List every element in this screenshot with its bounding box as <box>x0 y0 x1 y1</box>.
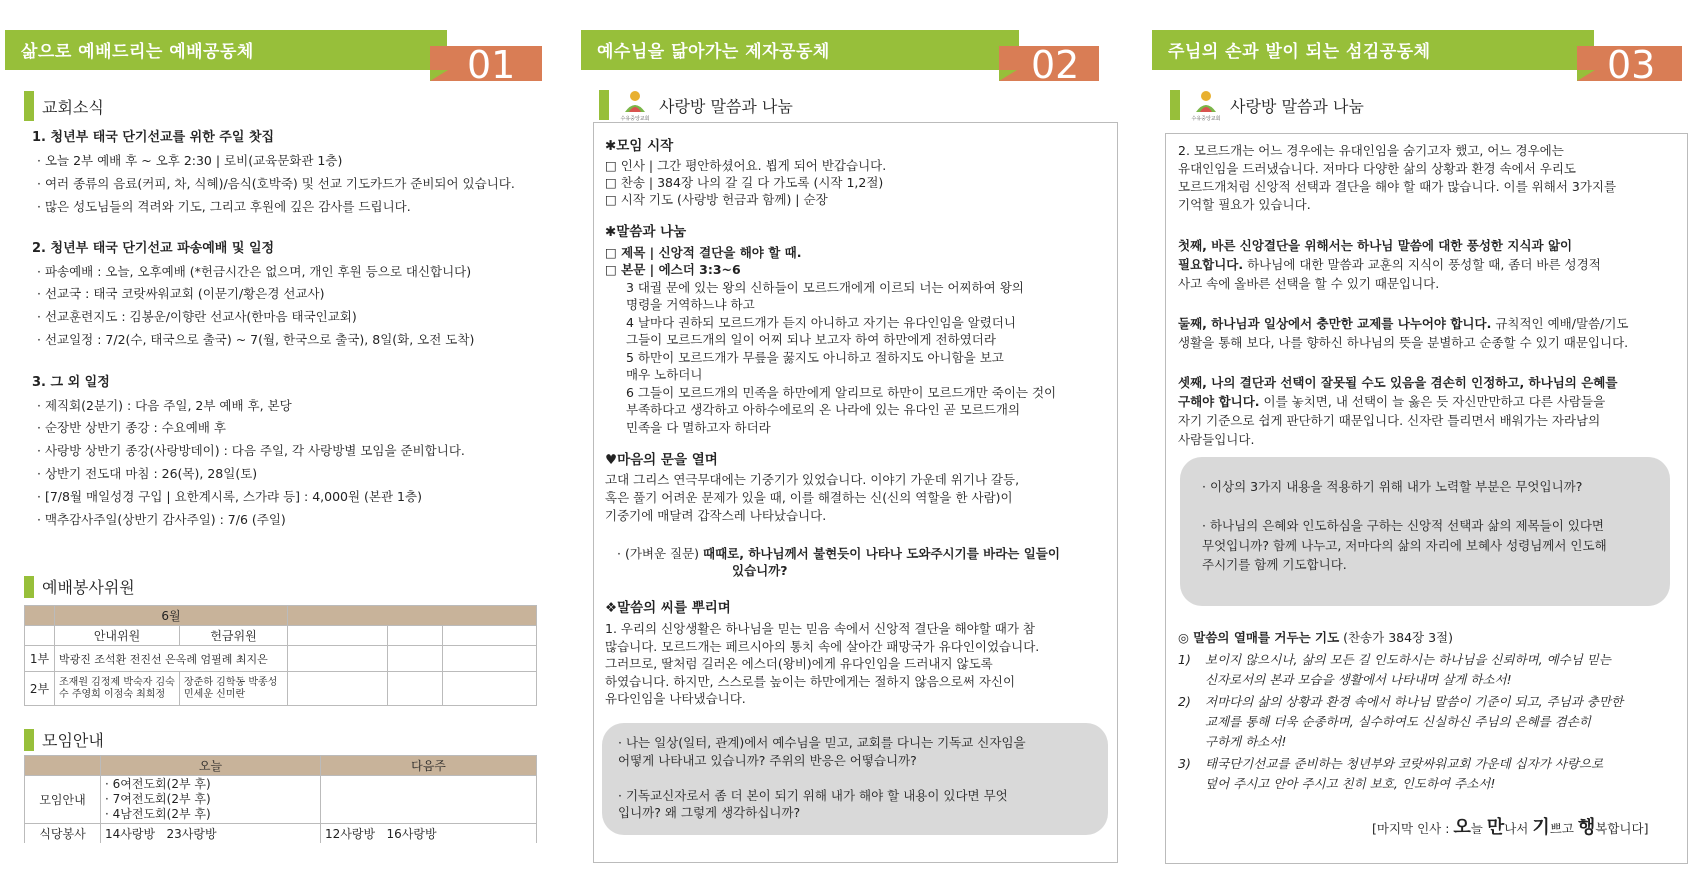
sermon-passage: □ 본문 | 에스더 3:3~6 <box>605 262 741 277</box>
text-line: □ 찬송 | 384장 나의 갈 길 다 가도록 (시작 1,2절) <box>605 175 884 190</box>
banner-notch <box>1577 70 1595 81</box>
table-cell <box>25 756 101 776</box>
section-marker <box>24 91 34 121</box>
point-text: 사람들입니다. <box>1178 432 1255 447</box>
verse-line: 5 하만이 모르드개가 무릎을 꿇지도 아니하고 절하지도 아니함을 보고 <box>626 350 1004 365</box>
church-logo-icon <box>617 88 653 122</box>
question-line: 무엇입니까? 함께 나누고, 저마다의 삶의 자리에 보혜사 성령님께서 인도해 <box>1202 537 1607 553</box>
text-line: 기억할 필요가 있습니다. <box>1178 197 1311 212</box>
prayer-number: 3) <box>1178 756 1191 771</box>
table-header-today: 오늘 <box>101 756 321 776</box>
text-line: 많습니다. 모르드개는 페르시아의 통치 속에 살아간 패망국가 유다인이었습니다. <box>605 638 1040 654</box>
table-cell <box>288 626 388 646</box>
question-line: · 하나님의 은혜와 인도하심을 구하는 신앙적 선택과 삶의 제목들이 있다면 <box>1202 518 1604 533</box>
meeting-table <box>24 755 537 843</box>
table-cell <box>25 626 55 646</box>
closing-word: 복합니다] <box>1595 821 1649 836</box>
section-marker <box>599 90 609 120</box>
table-row-label: 모임안내 <box>25 776 101 824</box>
question-line: 어떻게 나타내고 있습니까? 주위의 반응은 어떻습니까? <box>618 752 917 768</box>
closing-word: 나서 <box>1504 821 1533 836</box>
subsection-heading: ✱말씀과 나눔 <box>605 224 687 240</box>
church-logo-icon <box>1188 88 1224 122</box>
section-title-news <box>24 91 104 121</box>
question-line: · 기독교신자로서 좀 더 본이 되기 위해 내가 해야 할 내용이 있다면 무엇 <box>618 787 1008 803</box>
point-text: 사고 속에 올바른 선택을 할 수 있기 때문입니다. <box>1178 276 1440 291</box>
column-service <box>1150 0 1700 869</box>
news-item: · 오늘 2부 예배 후 ~ 오후 2:30 | 로비(교육문화관 1층) <box>37 153 343 168</box>
news-item: · 맥추감사주일(상반기 감사주일) : 7/6 (주일) <box>37 512 286 527</box>
news-heading: 2. 청년부 태국 단기선교 파송예배 및 일정 <box>32 241 275 256</box>
closing-prefix: [마지막 인사 : <box>1372 821 1454 836</box>
subsection-heading: ❖말씀의 씨를 뿌리며 <box>605 600 731 616</box>
table-row-label: 1부 <box>25 646 55 672</box>
closing-initial: 만 <box>1486 817 1505 838</box>
table-header: 헌금위원 <box>180 626 288 646</box>
news-heading: 3. 그 외 일정 <box>32 375 110 390</box>
section-title-text: 교회소식 <box>42 97 104 117</box>
prayer-number: 2) <box>1178 694 1191 709</box>
prayer-line: 구하게 하소서! <box>1205 734 1287 749</box>
table-cell <box>443 646 537 672</box>
point-heading: 첫째, 바른 신앙결단을 위해서는 하나님 말씀에 대한 풍성한 지식과 앎이 <box>1178 238 1573 253</box>
section-marker <box>24 576 34 598</box>
table-cell: 장준하 김학동 박종성 민세운 신미란 <box>180 672 288 706</box>
table-cell: 12사랑방 16사랑방 <box>321 824 537 844</box>
point-heading: 셋째, 나의 결단과 선택이 잘못될 수도 있음을 겸손히 인정하고, 하나님의 은혜를 <box>1178 375 1618 390</box>
header-banner <box>5 30 545 87</box>
table-cell <box>388 646 443 672</box>
table-cell <box>388 626 443 646</box>
point-heading: 둘째, 하나님과 일상에서 충만한 교제를 나누어야 합니다. 규칙적인 예배/말씀/기도 <box>1178 316 1629 331</box>
prayer-line: 보이지 않으시나, 삶의 모든 길 인도하시는 하나님을 신뢰하며, 예수님 믿는 <box>1205 652 1611 667</box>
news-item: · 선교훈련지도 : 김봉운/이향란 선교사(한마음 태국인교회) <box>37 309 357 324</box>
header-number: 02 <box>1031 43 1080 87</box>
section-title-meeting <box>24 728 104 751</box>
verse-line: 민족을 다 멸하고자 하더라 <box>626 420 771 435</box>
section-title-serve <box>24 575 135 598</box>
banner-notch <box>999 70 1017 81</box>
table-cell <box>443 626 537 646</box>
news-item: · 제직회(2분기) : 다음 주일, 2부 예배 후, 본당 <box>37 398 292 413</box>
prayer-line: 교제를 통해 더욱 순종하며, 실수하여도 신실하신 주님의 은혜를 겸손히 <box>1205 714 1591 729</box>
header-title: 주님의 손과 발이 되는 섬김공동체 <box>1152 30 1594 70</box>
table-row-label: 식당봉사 <box>25 824 101 844</box>
news-heading: 1. 청년부 태국 단기선교를 위한 주일 찻집 <box>32 130 275 145</box>
prayer-line: 태국단기선교를 준비하는 청년부와 코랏싸워교회 가운데 십자가 사랑으로 <box>1205 756 1604 771</box>
closing-initial: 기 <box>1532 817 1550 838</box>
point-heading: 구해야 합니다. 이를 놓치면, 내 선택이 늘 옳은 듯 자신만만하고 다른 사람들을 <box>1178 394 1606 409</box>
closing-greeting <box>1372 817 1649 838</box>
table-cell <box>388 672 443 706</box>
news-item: · 파송예배 : 오늘, 오후예배 (*헌금시간은 없으며, 개인 후원 등으로 대신합니다) <box>37 264 472 279</box>
closing-word: 쁘고 <box>1549 821 1578 836</box>
section-marker <box>1170 90 1180 120</box>
header-title: 예수님을 닮아가는 제자공동체 <box>581 30 1019 70</box>
prayer-subheading: (찬송가 384장 3절) <box>1339 630 1454 645</box>
news-item: · 많은 성도님들의 격려와 기도, 그리고 후원에 깊은 감사를 드립니다. <box>37 199 411 214</box>
light-question: · (가벼운 질문) 때때로, 하나님께서 불현듯이 나타나 도와주시기를 바라는 일들이 <box>617 546 1060 561</box>
verse-line: 3 대궐 문에 있는 왕의 신하들이 모르드개에게 이르되 너는 어찌하여 왕의 <box>626 280 1024 295</box>
point-text: 생활을 통해 보다, 나를 향하신 하나님의 뜻을 분별하고 순종할 수 있기 때문입니다. <box>1178 335 1629 350</box>
news-item: · 사랑방 상반기 종강(사랑방데이) : 다음 주일, 각 사랑방별 모임을 준비합니다. <box>37 443 465 458</box>
closing-initial: 오 <box>1453 817 1471 838</box>
verse-line: 6 그들이 모르드개의 민족을 하만에게 알리므로 하만이 모르드개만 죽이는 것이 <box>626 385 1057 400</box>
section-marker <box>24 729 34 751</box>
light-question-bold: 때때로, 하나님께서 불현듯이 나타나 도와주시기를 바라는 일들이 <box>703 546 1060 561</box>
table-cell <box>101 776 321 824</box>
question-line: · 나는 일상(일터, 관계)에서 예수님을 믿고, 교회를 다니는 기독교 신자임을 <box>618 735 1026 750</box>
news-item: · 선교국 : 태국 코랏싸워교회 (이문기/황은경 선교사) <box>37 286 325 301</box>
question-line: 주시기를 함께 기도합니다. <box>1202 557 1347 572</box>
table-cell <box>288 606 537 626</box>
banner-notch <box>430 70 448 81</box>
point-text: 규칙적인 예배/말씀/기도 <box>1491 316 1629 331</box>
point-text: 하나님에 대한 말씀과 교훈의 지식이 풍성할 때, 좀더 바른 성경적 <box>1243 257 1601 272</box>
section-title-text: 사랑방 말씀과 나눔 <box>659 96 793 116</box>
question-line: 입니까? 왜 그렇게 생각하십니까? <box>618 805 801 820</box>
section-title-text: 예배봉사위원 <box>42 578 135 597</box>
table-cell <box>288 646 388 672</box>
table-cell <box>25 606 55 626</box>
header-banner <box>1152 30 1692 87</box>
verse-line: 매우 노하더니 <box>626 367 703 382</box>
verse-line: 부족하다고 생각하고 아하수에로의 온 나라에 있는 유다인 곧 모르드개의 <box>626 402 1021 417</box>
header-banner <box>581 30 1121 87</box>
prayer-line: 덮어 주시고 안아 주시고 친히 보호, 인도하여 주소서! <box>1205 776 1496 791</box>
table-header-next: 다음주 <box>321 756 537 776</box>
text-line: 1. 우리의 신앙생활은 하나님을 믿는 믿음 속에서 신앙적 결단을 해야할 때가 참 <box>605 621 1035 636</box>
news-item: · 선교일정 : 7/2(수, 태국으로 출국) ~ 7(월, 한국으로 출국), 8일(화, 오전 도착) <box>37 332 475 347</box>
table-header-month: 6월 <box>55 606 288 626</box>
list-item: · 6여전도회(2부 후) <box>105 777 211 791</box>
prayer-heading: ◎ 말씀의 열매를 거두는 기도 (찬송가 384장 3절) <box>1178 630 1454 645</box>
text-line: 유다인임을 나타냈습니다. <box>605 691 746 706</box>
section-title-text: 모임안내 <box>42 731 104 750</box>
header-title: 삶으로 예배드리는 예배공동체 <box>5 30 447 70</box>
text-line: □ 시작 기도 (사랑방 헌금과 함께) | 순장 <box>605 192 828 207</box>
table-row-label: 2부 <box>25 672 55 706</box>
text-line: 기중기에 매달려 갑작스레 나타났습니다. <box>605 508 827 523</box>
point-heading: 필요합니다. 하나님에 대한 말씀과 교훈의 지식이 풍성할 때, 좀더 바른 성경적 <box>1178 257 1601 272</box>
subsection-heading: ♥마음의 문을 열며 <box>605 452 718 468</box>
verse-line: 4 날마다 권하되 모르드개가 듣지 아니하고 자기는 유다인임을 알렸더니 <box>626 315 1016 330</box>
header-number: 01 <box>467 43 516 87</box>
closing-word: 늘 <box>1470 821 1487 836</box>
table-cell <box>443 672 537 706</box>
text-line: 하였습니다. 하지만, 스스로를 높이는 하만에게는 절하지 않음으로써 자신이 <box>605 673 1016 689</box>
verse-line: 명령을 거역하느냐 하고 <box>626 297 755 312</box>
text-line: □ 인사 | 그간 평안하셨어요. 뵙게 되어 반갑습니다. <box>605 158 887 173</box>
text-line: 혹은 풀기 어려운 문제가 있을 때, 이를 해결하는 신(신의 역할을 한 사람)이 <box>605 490 1013 505</box>
section-title-cell <box>1170 88 1364 122</box>
logo-text: 수유중앙교회 <box>620 116 650 122</box>
text-line: 유대인임을 드러냈습니다. 저마다 다양한 삶의 상황과 환경 속에서 우리도 <box>1178 161 1577 176</box>
header-number: 03 <box>1607 43 1656 87</box>
subsection-heading: ✱모임 시작 <box>605 138 674 154</box>
table-cell: 14사랑방 23사랑방 <box>101 824 321 844</box>
light-question-bold: 있습니까? <box>732 563 788 578</box>
prayer-line: 저마다의 삶의 상황과 환경 속에서 하나님 말씀이 기준이 되고, 주님과 충만한 <box>1205 694 1624 709</box>
news-item: · 순장반 상반기 종강 : 수요예배 후 <box>37 420 227 435</box>
table-cell <box>288 672 388 706</box>
sermon-title: □ 제목 | 신앙적 결단을 해야 할 때. <box>605 245 802 260</box>
news-item: · 여러 종류의 음료(커피, 차, 식혜)/음식(호박죽) 및 선교 기도카드가 준비되어 있습니다. <box>37 176 515 191</box>
point-text: 자기 기준으로 쉽게 판단하기 때문입니다. 신자란 틀리면서 배워가는 자라남의 <box>1178 413 1601 428</box>
news-item: · 상반기 전도대 마침 : 26(목), 28일(토) <box>37 466 258 481</box>
table-cell <box>321 776 537 824</box>
prayer-line: 신자로서의 본과 모습을 생활에서 나타내며 살게 하소서! <box>1205 672 1512 687</box>
question-line: · 이상의 3가지 내용을 적용하기 위해 내가 노력할 부분은 무엇입니까? <box>1202 479 1583 494</box>
table-cell: 박광진 조석환 전진선 은옥례 엄필례 최지은 <box>55 646 288 672</box>
list-item: · 7여전도회(2부 후) <box>105 792 211 806</box>
news-item: · [7/8월 매일성경 구입 | 요한계시록, 스가랴 등] : 4,000원 (본관 1층) <box>37 489 422 504</box>
column-worship <box>0 0 560 869</box>
text-line: 고대 그리스 연극무대에는 기중기가 있었습니다. 이야기 가운데 위기나 갈등, <box>605 472 1020 487</box>
text-line: 그러므로, 딸처럼 길러온 에스더(왕비)에게 유다인임을 드러내지 않도록 <box>605 656 993 671</box>
prayer-number: 1) <box>1178 652 1191 667</box>
table-header: 안내위원 <box>55 626 180 646</box>
section-title-cell <box>599 88 793 122</box>
serve-table <box>24 605 537 706</box>
verse-line: 그들이 모르드개의 일이 어찌 되나 보고자 하여 하만에게 전하였더라 <box>626 332 996 347</box>
text-line: 모르드개처럼 신앙적 선택과 결단을 해야 할 때가 많습니다. 이를 위해서 3가지를 <box>1178 179 1617 194</box>
column-disciple <box>578 0 1134 869</box>
closing-initial: 행 <box>1577 817 1596 838</box>
text-line: 2. 모르드개는 어느 경우에는 유대인임을 숨기고자 했고, 어느 경우에는 <box>1178 143 1564 158</box>
table-cell: 조재원 김정제 박숙자 김숙수 주영희 이점숙 최희정 <box>55 672 180 706</box>
point-text: 이를 놓치면, 내 선택이 늘 옳은 듯 자신만만하고 다른 사람들을 <box>1259 394 1606 409</box>
section-title-text: 사랑방 말씀과 나눔 <box>1230 96 1364 116</box>
list-item: · 4남전도회(2부 후) <box>105 807 211 821</box>
logo-text: 수유중앙교회 <box>1191 116 1221 122</box>
